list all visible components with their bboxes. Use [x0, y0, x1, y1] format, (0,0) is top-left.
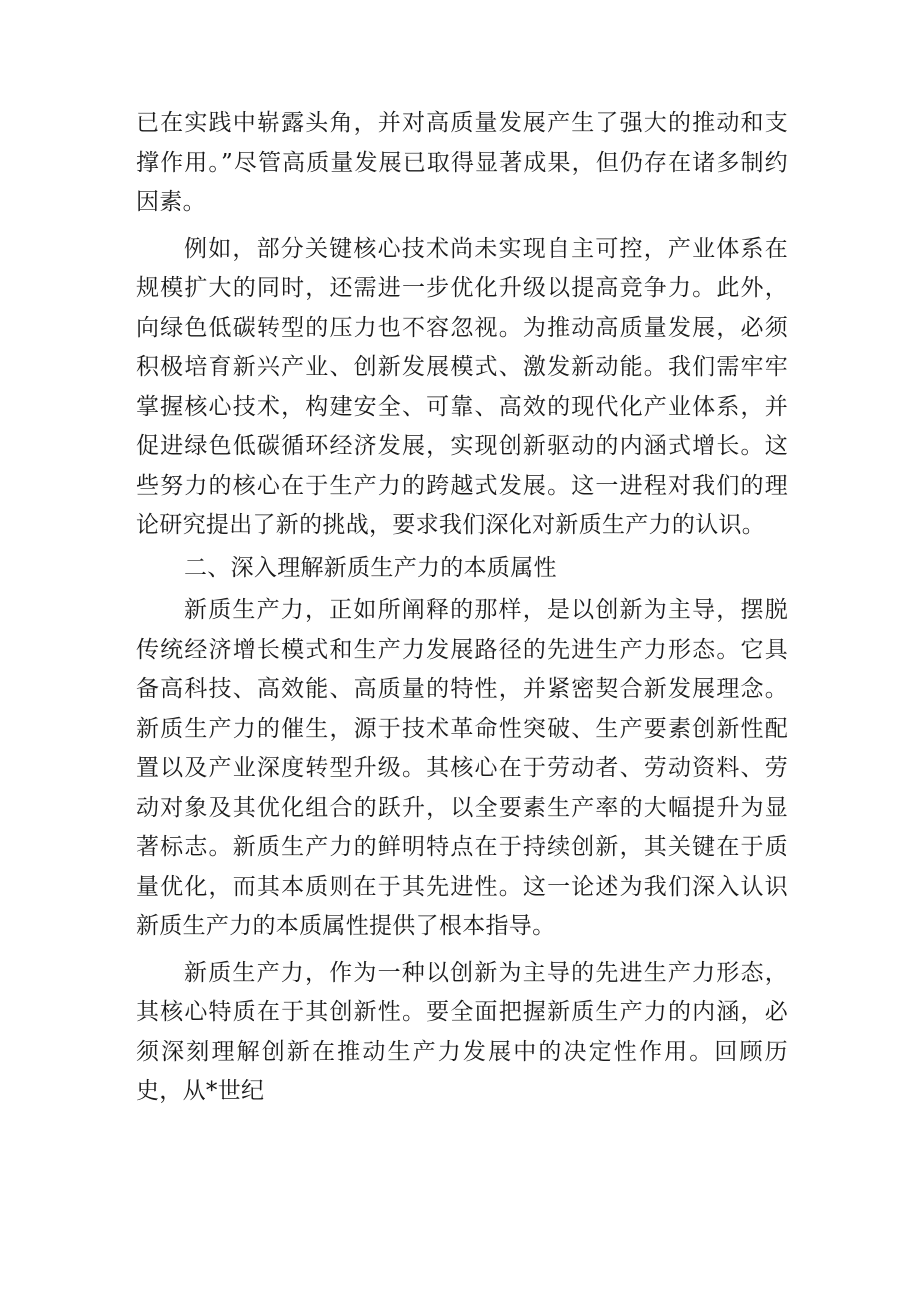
document-body — [136, 104, 788, 1115]
section-heading: 二、深入理解新质生产力的本质属性 — [184, 554, 557, 581]
paragraph-example: 例如，部分关键核心技术尚未实现自主可控，产业体系在规模扩大的同时，还需进一步优化升级以提高竞争力。此外，向绿色低碳转型的压力也不容忽视。为推动高质量发展，必须积极培育新兴产业、创新发展模式、激发新动能。我们需牢牢掌握核心技术，构建安全、可靠、高效的现代化产业体系，并促进绿色低碳循环经济发展，实现创新驱动的内涵式增长。这些努力的核心在于生产力的跨越式发展。这一进程对我们的理论研究提出了新的挑战，要求我们深化对新质生产力的认识。 — [136, 235, 788, 538]
paragraph-definition: 新质生产力，正如所阐释的那样，是以创新为主导，摆脱传统经济增长模式和生产力发展路径的先进生产力形态。它具备高科技、高效能、高质量的特性，并紧密契合新发展理念。新质生产力的催生，源于技术革命性突破、生产要素创新性配置以及产业深度转型升级。其核心在于劳动者、劳动资料、劳动对象及其优化组合的跃升，以全要素生产率的大幅提升为显著标志。新质生产力的鲜明特点在于持续创新，其关键在于质量优化，而其本质则在于其先进性。这一论述为我们深入认识新质生产力的本质属性提供了根本指导。 — [136, 597, 788, 939]
paragraph-continuation: 已在实践中崭露头角，并对高质量发展产生了强大的推动和支撑作用。”尽管高质量发展已取得显著成果，但仍存在诸多制约因素。 — [136, 110, 788, 215]
paragraph-innovation: 新质生产力，作为一种以创新为主导的先进生产力形态，其核心特质在于其创新性。要全面把握新质生产力的内涵，必须深刻理解创新在推动生产力发展中的决定性作用。回顾历史，从*世纪 — [136, 959, 788, 1104]
